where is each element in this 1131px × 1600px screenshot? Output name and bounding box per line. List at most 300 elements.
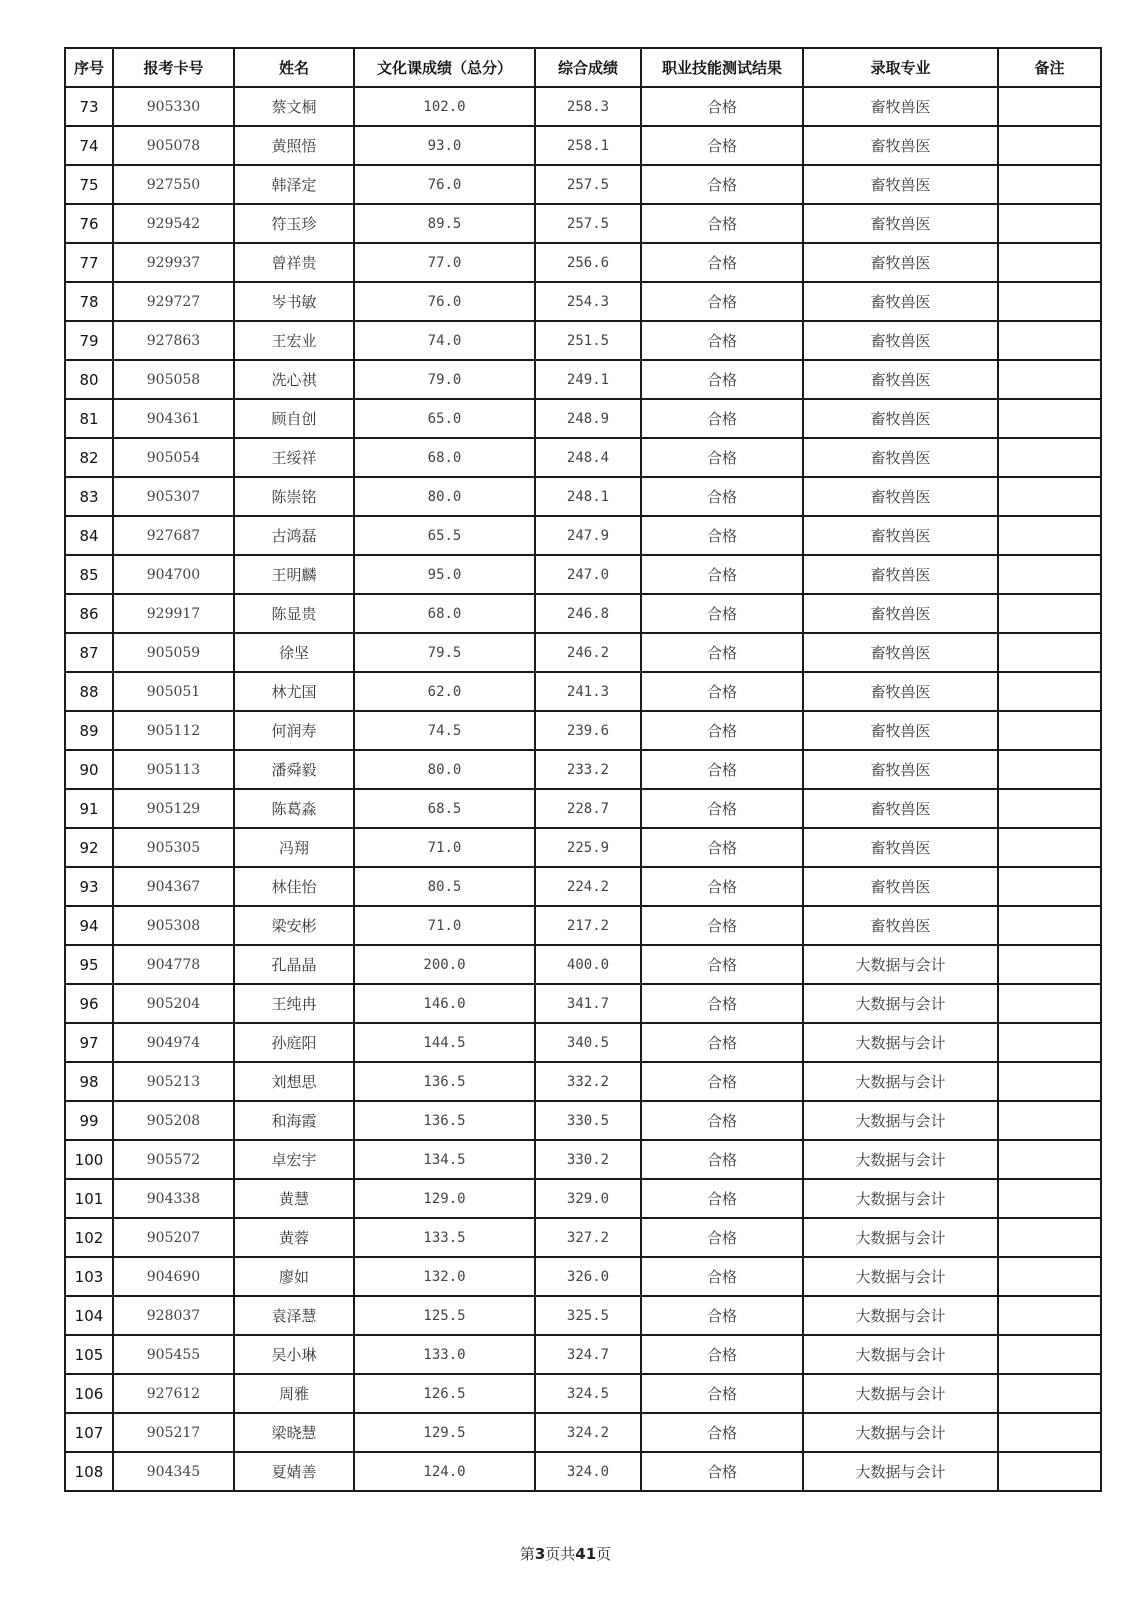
cell-name: 袁泽慧 <box>234 1296 354 1335</box>
cell-admitted-major: 畜牧兽医 <box>803 750 998 789</box>
cell-name: 梁晓慧 <box>234 1413 354 1452</box>
table-row <box>65 1062 1101 1101</box>
cell-skill-test-result: 合格 <box>641 282 803 321</box>
cell-admitted-major: 大数据与会计 <box>803 1023 998 1062</box>
cell-admitted-major: 畜牧兽医 <box>803 87 998 126</box>
cell-admitted-major: 大数据与会计 <box>803 945 998 984</box>
cell-culture-score: 80.5 <box>354 867 535 906</box>
cell-remark <box>998 1374 1101 1413</box>
cell-card-number: 928037 <box>113 1296 234 1335</box>
table-row <box>65 945 1101 984</box>
cell-seq: 82 <box>65 438 113 477</box>
cell-name: 孔晶晶 <box>234 945 354 984</box>
cell-remark <box>998 360 1101 399</box>
cell-remark <box>998 672 1101 711</box>
cell-culture-score: 76.0 <box>354 165 535 204</box>
cell-name: 冼心祺 <box>234 360 354 399</box>
cell-skill-test-result: 合格 <box>641 1218 803 1257</box>
cell-culture-score: 93.0 <box>354 126 535 165</box>
cell-name: 何润寿 <box>234 711 354 750</box>
cell-name: 蔡文桐 <box>234 87 354 126</box>
cell-skill-test-result: 合格 <box>641 1335 803 1374</box>
cell-culture-score: 136.5 <box>354 1062 535 1101</box>
cell-remark <box>998 594 1101 633</box>
header-composite-score: 综合成绩 <box>535 48 641 87</box>
table-row <box>65 789 1101 828</box>
cell-remark <box>998 399 1101 438</box>
cell-remark <box>998 711 1101 750</box>
cell-composite-score: 248.1 <box>535 477 641 516</box>
cell-composite-score: 248.4 <box>535 438 641 477</box>
cell-admitted-major: 大数据与会计 <box>803 1413 998 1452</box>
cell-composite-score: 239.6 <box>535 711 641 750</box>
cell-seq: 83 <box>65 477 113 516</box>
cell-name: 黄照悟 <box>234 126 354 165</box>
cell-admitted-major: 畜牧兽医 <box>803 321 998 360</box>
cell-seq: 96 <box>65 984 113 1023</box>
cell-culture-score: 71.0 <box>354 906 535 945</box>
cell-card-number: 927687 <box>113 516 234 555</box>
table-row <box>65 204 1101 243</box>
cell-skill-test-result: 合格 <box>641 1257 803 1296</box>
cell-remark <box>998 165 1101 204</box>
cell-card-number: 905455 <box>113 1335 234 1374</box>
cell-name: 林佳怡 <box>234 867 354 906</box>
cell-seq: 103 <box>65 1257 113 1296</box>
cell-card-number: 904345 <box>113 1452 234 1491</box>
table-row <box>65 633 1101 672</box>
table-row <box>65 555 1101 594</box>
cell-skill-test-result: 合格 <box>641 1101 803 1140</box>
cell-seq: 88 <box>65 672 113 711</box>
table-row <box>65 1452 1101 1491</box>
cell-composite-score: 224.2 <box>535 867 641 906</box>
cell-name: 符玉珍 <box>234 204 354 243</box>
cell-name: 和海霞 <box>234 1101 354 1140</box>
cell-card-number: 904690 <box>113 1257 234 1296</box>
cell-admitted-major: 大数据与会计 <box>803 1452 998 1491</box>
cell-remark <box>998 1062 1101 1101</box>
table-row <box>65 1179 1101 1218</box>
cell-admitted-major: 畜牧兽医 <box>803 360 998 399</box>
table-row <box>65 750 1101 789</box>
cell-admitted-major: 大数据与会计 <box>803 1335 998 1374</box>
cell-culture-score: 125.5 <box>354 1296 535 1335</box>
table-row <box>65 516 1101 555</box>
cell-remark <box>998 1218 1101 1257</box>
cell-admitted-major: 畜牧兽医 <box>803 789 998 828</box>
admissions-table <box>64 47 1102 1492</box>
cell-name: 曾祥贵 <box>234 243 354 282</box>
table-row <box>65 126 1101 165</box>
cell-seq: 75 <box>65 165 113 204</box>
header-skill-test-result: 职业技能测试结果 <box>641 48 803 87</box>
cell-card-number: 905051 <box>113 672 234 711</box>
cell-card-number: 904338 <box>113 1179 234 1218</box>
cell-seq: 87 <box>65 633 113 672</box>
cell-name: 陈崇铭 <box>234 477 354 516</box>
cell-seq: 94 <box>65 906 113 945</box>
cell-skill-test-result: 合格 <box>641 165 803 204</box>
cell-composite-score: 324.0 <box>535 1452 641 1491</box>
cell-seq: 85 <box>65 555 113 594</box>
cell-seq: 107 <box>65 1413 113 1452</box>
cell-culture-score: 129.5 <box>354 1413 535 1452</box>
cell-card-number: 927612 <box>113 1374 234 1413</box>
cell-culture-score: 65.0 <box>354 399 535 438</box>
cell-admitted-major: 大数据与会计 <box>803 1218 998 1257</box>
cell-composite-score: 327.2 <box>535 1218 641 1257</box>
cell-card-number: 905572 <box>113 1140 234 1179</box>
cell-name: 韩泽定 <box>234 165 354 204</box>
cell-admitted-major: 大数据与会计 <box>803 1101 998 1140</box>
cell-remark <box>998 126 1101 165</box>
cell-card-number: 905054 <box>113 438 234 477</box>
current-page-number: 3 <box>534 1545 546 1563</box>
cell-composite-score: 258.1 <box>535 126 641 165</box>
cell-admitted-major: 大数据与会计 <box>803 984 998 1023</box>
table-row <box>65 906 1101 945</box>
cell-remark <box>998 1335 1101 1374</box>
cell-composite-score: 217.2 <box>535 906 641 945</box>
cell-seq: 76 <box>65 204 113 243</box>
cell-card-number: 927863 <box>113 321 234 360</box>
cell-seq: 91 <box>65 789 113 828</box>
cell-remark <box>998 1101 1101 1140</box>
cell-name: 冯翔 <box>234 828 354 867</box>
footer-middle: 页共 <box>545 1545 576 1563</box>
cell-remark <box>998 243 1101 282</box>
cell-remark <box>998 828 1101 867</box>
cell-admitted-major: 畜牧兽医 <box>803 477 998 516</box>
cell-composite-score: 329.0 <box>535 1179 641 1218</box>
cell-skill-test-result: 合格 <box>641 906 803 945</box>
cell-remark <box>998 1413 1101 1452</box>
cell-seq: 93 <box>65 867 113 906</box>
cell-admitted-major: 畜牧兽医 <box>803 711 998 750</box>
cell-admitted-major: 大数据与会计 <box>803 1062 998 1101</box>
cell-seq: 108 <box>65 1452 113 1491</box>
cell-skill-test-result: 合格 <box>641 711 803 750</box>
cell-composite-score: 247.9 <box>535 516 641 555</box>
cell-name: 王纯冉 <box>234 984 354 1023</box>
cell-composite-score: 248.9 <box>535 399 641 438</box>
cell-admitted-major: 畜牧兽医 <box>803 633 998 672</box>
cell-composite-score: 257.5 <box>535 165 641 204</box>
cell-composite-score: 340.5 <box>535 1023 641 1062</box>
cell-skill-test-result: 合格 <box>641 516 803 555</box>
cell-seq: 105 <box>65 1335 113 1374</box>
cell-seq: 84 <box>65 516 113 555</box>
cell-card-number: 905217 <box>113 1413 234 1452</box>
cell-card-number: 929937 <box>113 243 234 282</box>
table-row <box>65 360 1101 399</box>
table-row <box>65 1218 1101 1257</box>
table-row <box>65 1140 1101 1179</box>
cell-composite-score: 241.3 <box>535 672 641 711</box>
cell-culture-score: 102.0 <box>354 87 535 126</box>
cell-card-number: 905213 <box>113 1062 234 1101</box>
cell-seq: 99 <box>65 1101 113 1140</box>
cell-skill-test-result: 合格 <box>641 594 803 633</box>
cell-admitted-major: 大数据与会计 <box>803 1179 998 1218</box>
cell-composite-score: 332.2 <box>535 1062 641 1101</box>
cell-skill-test-result: 合格 <box>641 867 803 906</box>
cell-skill-test-result: 合格 <box>641 126 803 165</box>
cell-remark <box>998 984 1101 1023</box>
cell-composite-score: 256.6 <box>535 243 641 282</box>
cell-remark <box>998 1452 1101 1491</box>
cell-remark <box>998 87 1101 126</box>
cell-seq: 78 <box>65 282 113 321</box>
cell-composite-score: 325.5 <box>535 1296 641 1335</box>
cell-card-number: 904974 <box>113 1023 234 1062</box>
cell-composite-score: 341.7 <box>535 984 641 1023</box>
cell-name: 王绥祥 <box>234 438 354 477</box>
cell-remark <box>998 1257 1101 1296</box>
cell-skill-test-result: 合格 <box>641 1140 803 1179</box>
cell-remark <box>998 438 1101 477</box>
table-row <box>65 1374 1101 1413</box>
cell-remark <box>998 516 1101 555</box>
cell-composite-score: 330.2 <box>535 1140 641 1179</box>
cell-admitted-major: 大数据与会计 <box>803 1140 998 1179</box>
cell-name: 徐坚 <box>234 633 354 672</box>
cell-culture-score: 68.0 <box>354 594 535 633</box>
cell-skill-test-result: 合格 <box>641 1179 803 1218</box>
table-row <box>65 87 1101 126</box>
cell-remark <box>998 1179 1101 1218</box>
cell-admitted-major: 畜牧兽医 <box>803 828 998 867</box>
cell-admitted-major: 畜牧兽医 <box>803 438 998 477</box>
header-remark: 备注 <box>998 48 1101 87</box>
table-row <box>65 594 1101 633</box>
cell-remark <box>998 867 1101 906</box>
table-body <box>65 87 1101 1491</box>
cell-remark <box>998 906 1101 945</box>
cell-seq: 79 <box>65 321 113 360</box>
cell-remark <box>998 945 1101 984</box>
cell-card-number: 905308 <box>113 906 234 945</box>
cell-composite-score: 254.3 <box>535 282 641 321</box>
cell-skill-test-result: 合格 <box>641 555 803 594</box>
cell-seq: 73 <box>65 87 113 126</box>
cell-culture-score: 68.5 <box>354 789 535 828</box>
cell-culture-score: 71.0 <box>354 828 535 867</box>
cell-composite-score: 249.1 <box>535 360 641 399</box>
total-page-count: 41 <box>575 1545 597 1563</box>
cell-remark <box>998 789 1101 828</box>
cell-admitted-major: 畜牧兽医 <box>803 126 998 165</box>
cell-seq: 89 <box>65 711 113 750</box>
cell-remark <box>998 321 1101 360</box>
cell-skill-test-result: 合格 <box>641 321 803 360</box>
cell-seq: 90 <box>65 750 113 789</box>
table-row <box>65 438 1101 477</box>
cell-skill-test-result: 合格 <box>641 789 803 828</box>
cell-name: 卓宏宇 <box>234 1140 354 1179</box>
cell-card-number: 905058 <box>113 360 234 399</box>
cell-composite-score: 257.5 <box>535 204 641 243</box>
cell-name: 梁安彬 <box>234 906 354 945</box>
cell-composite-score: 400.0 <box>535 945 641 984</box>
cell-culture-score: 124.0 <box>354 1452 535 1491</box>
cell-card-number: 905204 <box>113 984 234 1023</box>
cell-skill-test-result: 合格 <box>641 828 803 867</box>
cell-culture-score: 79.0 <box>354 360 535 399</box>
cell-admitted-major: 畜牧兽医 <box>803 672 998 711</box>
footer-prefix: 第 <box>519 1545 535 1563</box>
cell-culture-score: 62.0 <box>354 672 535 711</box>
table-row <box>65 1335 1101 1374</box>
cell-skill-test-result: 合格 <box>641 1023 803 1062</box>
cell-name: 林尤国 <box>234 672 354 711</box>
cell-skill-test-result: 合格 <box>641 1452 803 1491</box>
cell-composite-score: 246.2 <box>535 633 641 672</box>
cell-culture-score: 80.0 <box>354 477 535 516</box>
cell-composite-score: 247.0 <box>535 555 641 594</box>
cell-culture-score: 68.0 <box>354 438 535 477</box>
table-row <box>65 477 1101 516</box>
cell-skill-test-result: 合格 <box>641 360 803 399</box>
table-row <box>65 165 1101 204</box>
cell-seq: 74 <box>65 126 113 165</box>
cell-name: 潘舜毅 <box>234 750 354 789</box>
cell-seq: 100 <box>65 1140 113 1179</box>
cell-composite-score: 324.5 <box>535 1374 641 1413</box>
header-admitted-major: 录取专业 <box>803 48 998 87</box>
cell-admitted-major: 大数据与会计 <box>803 1296 998 1335</box>
cell-culture-score: 133.5 <box>354 1218 535 1257</box>
table-row <box>65 711 1101 750</box>
cell-composite-score: 326.0 <box>535 1257 641 1296</box>
cell-name: 吴小琳 <box>234 1335 354 1374</box>
cell-name: 王明麟 <box>234 555 354 594</box>
table-header-row <box>65 48 1101 87</box>
cell-name: 陈葛淼 <box>234 789 354 828</box>
table-row <box>65 321 1101 360</box>
cell-skill-test-result: 合格 <box>641 438 803 477</box>
cell-skill-test-result: 合格 <box>641 1413 803 1452</box>
cell-name: 夏婧善 <box>234 1452 354 1491</box>
cell-remark <box>998 633 1101 672</box>
header-card-number: 报考卡号 <box>113 48 234 87</box>
cell-skill-test-result: 合格 <box>641 1296 803 1335</box>
cell-culture-score: 146.0 <box>354 984 535 1023</box>
header-name: 姓名 <box>234 48 354 87</box>
cell-card-number: 927550 <box>113 165 234 204</box>
cell-skill-test-result: 合格 <box>641 477 803 516</box>
cell-seq: 86 <box>65 594 113 633</box>
table-row <box>65 828 1101 867</box>
cell-admitted-major: 畜牧兽医 <box>803 594 998 633</box>
cell-composite-score: 324.2 <box>535 1413 641 1452</box>
cell-name: 刘想思 <box>234 1062 354 1101</box>
cell-remark <box>998 204 1101 243</box>
cell-remark <box>998 555 1101 594</box>
cell-composite-score: 246.8 <box>535 594 641 633</box>
cell-admitted-major: 畜牧兽医 <box>803 399 998 438</box>
cell-composite-score: 258.3 <box>535 87 641 126</box>
page-footer <box>0 1543 1131 1564</box>
cell-skill-test-result: 合格 <box>641 87 803 126</box>
cell-name: 顾自创 <box>234 399 354 438</box>
cell-admitted-major: 畜牧兽医 <box>803 282 998 321</box>
table-row <box>65 672 1101 711</box>
cell-culture-score: 65.5 <box>354 516 535 555</box>
cell-culture-score: 144.5 <box>354 1023 535 1062</box>
cell-remark <box>998 1023 1101 1062</box>
cell-name: 孙庭阳 <box>234 1023 354 1062</box>
cell-culture-score: 134.5 <box>354 1140 535 1179</box>
cell-culture-score: 79.5 <box>354 633 535 672</box>
cell-admitted-major: 畜牧兽医 <box>803 555 998 594</box>
table-row <box>65 1101 1101 1140</box>
cell-culture-score: 89.5 <box>354 204 535 243</box>
cell-seq: 95 <box>65 945 113 984</box>
cell-skill-test-result: 合格 <box>641 1062 803 1101</box>
cell-card-number: 905305 <box>113 828 234 867</box>
cell-seq: 80 <box>65 360 113 399</box>
cell-card-number: 904778 <box>113 945 234 984</box>
cell-card-number: 905129 <box>113 789 234 828</box>
cell-name: 岑书敏 <box>234 282 354 321</box>
cell-culture-score: 95.0 <box>354 555 535 594</box>
cell-card-number: 905112 <box>113 711 234 750</box>
cell-admitted-major: 畜牧兽医 <box>803 165 998 204</box>
header-culture-score: 文化课成绩（总分） <box>354 48 535 87</box>
cell-name: 周雅 <box>234 1374 354 1413</box>
table-row <box>65 984 1101 1023</box>
cell-composite-score: 330.5 <box>535 1101 641 1140</box>
cell-remark <box>998 477 1101 516</box>
cell-admitted-major: 畜牧兽医 <box>803 243 998 282</box>
cell-skill-test-result: 合格 <box>641 399 803 438</box>
cell-card-number: 929542 <box>113 204 234 243</box>
cell-admitted-major: 畜牧兽医 <box>803 906 998 945</box>
cell-name: 陈显贵 <box>234 594 354 633</box>
cell-culture-score: 200.0 <box>354 945 535 984</box>
cell-card-number: 905207 <box>113 1218 234 1257</box>
cell-name: 古鸿磊 <box>234 516 354 555</box>
table-row <box>65 282 1101 321</box>
cell-card-number: 905330 <box>113 87 234 126</box>
cell-card-number: 905078 <box>113 126 234 165</box>
cell-seq: 101 <box>65 1179 113 1218</box>
cell-composite-score: 225.9 <box>535 828 641 867</box>
cell-skill-test-result: 合格 <box>641 204 803 243</box>
table-row <box>65 1413 1101 1452</box>
cell-admitted-major: 畜牧兽医 <box>803 516 998 555</box>
cell-seq: 102 <box>65 1218 113 1257</box>
table-row <box>65 867 1101 906</box>
cell-skill-test-result: 合格 <box>641 984 803 1023</box>
cell-card-number: 905307 <box>113 477 234 516</box>
cell-skill-test-result: 合格 <box>641 750 803 789</box>
cell-card-number: 904361 <box>113 399 234 438</box>
cell-composite-score: 233.2 <box>535 750 641 789</box>
cell-seq: 104 <box>65 1296 113 1335</box>
cell-culture-score: 74.5 <box>354 711 535 750</box>
header-seq: 序号 <box>65 48 113 87</box>
table-row <box>65 1023 1101 1062</box>
cell-culture-score: 129.0 <box>354 1179 535 1218</box>
cell-seq: 106 <box>65 1374 113 1413</box>
cell-name: 廖如 <box>234 1257 354 1296</box>
cell-culture-score: 74.0 <box>354 321 535 360</box>
cell-name: 王宏业 <box>234 321 354 360</box>
cell-composite-score: 251.5 <box>535 321 641 360</box>
